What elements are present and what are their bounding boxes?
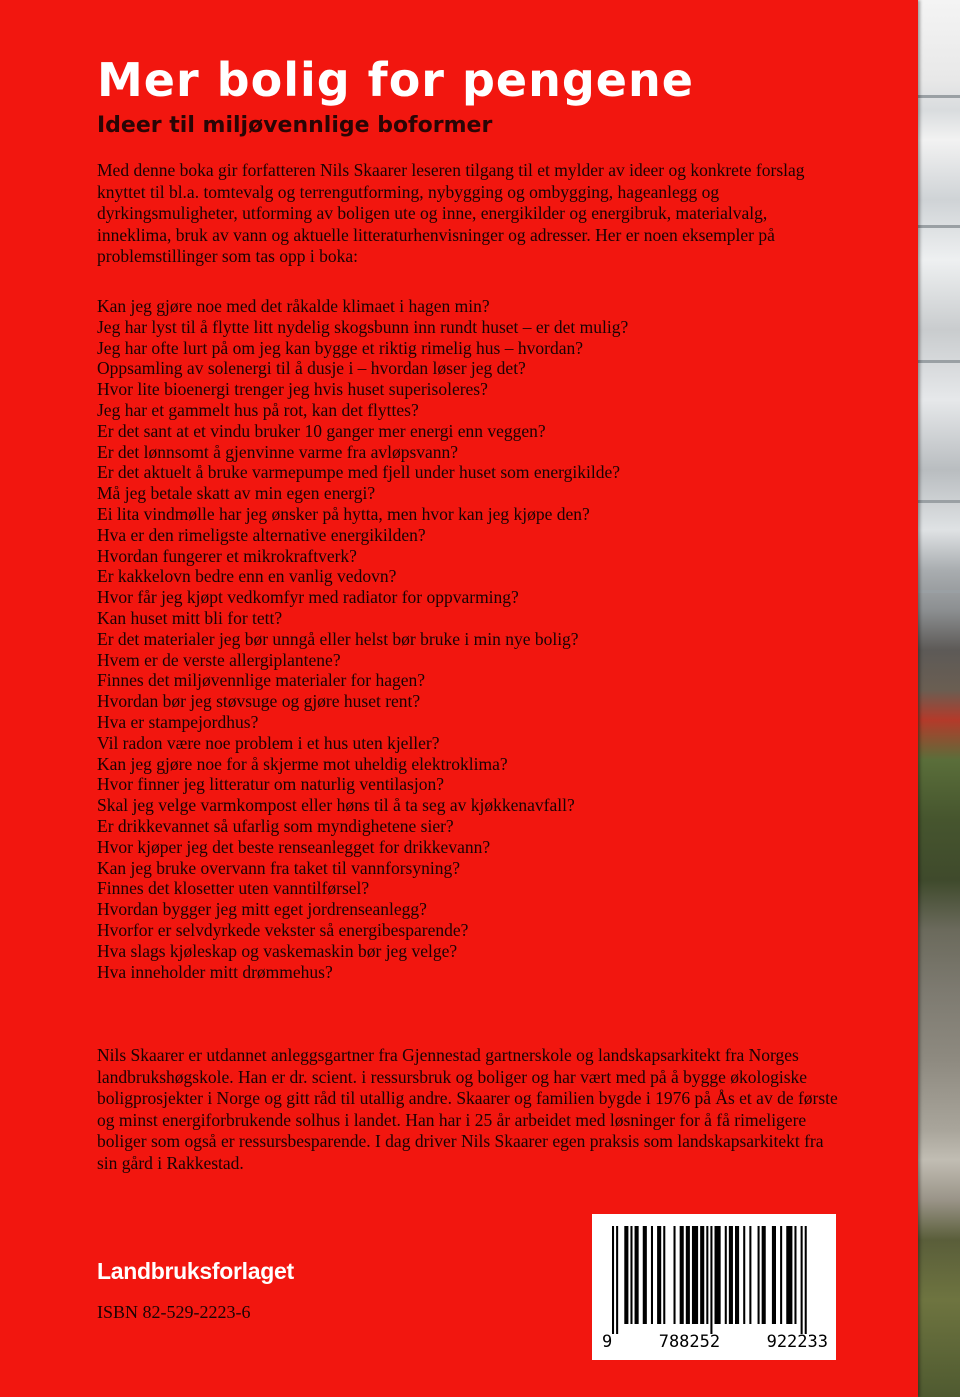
question-item: Er det sant at et vindu bruker 10 ganger mer energi enn veggen?	[97, 420, 546, 441]
barcode-bar	[794, 1226, 796, 1324]
question-item: Er drikkevannet så ufarlig som myndighetene sier?	[97, 815, 454, 836]
barcode-bar	[680, 1226, 684, 1324]
barcode-bar	[663, 1226, 665, 1324]
barcode-bar	[692, 1226, 698, 1324]
question-item: Hvordan bygger jeg mitt eget jordrenseanlegg?	[97, 899, 427, 920]
question-item: Er kakkelovn bedre enn en vanlig vedovn?	[97, 566, 397, 587]
question-item: Hva inneholder mitt drømmehus?	[97, 961, 333, 982]
greenhouse-frame	[916, 95, 960, 98]
barcode-bar	[801, 1226, 803, 1334]
question-item: Hvor kjøper jeg det beste renseanlegget for drikkevann?	[97, 836, 491, 857]
intro-paragraph: Med denne boka gir forfatteren Nils Skaarer leseren tilgang til et mylder av ideer og konkrete forslag knyttet til bl.a. tomtevalg og terrengutforming, nybygging og ombygging, hageanlegg og dyrkingsmuligheter, utforming av boligen ute og inne, energikilder og energibruk, materialvalg, inneklima, bruk av vann og aktuelle litteraturhenvisninger og adresser. Her er noen eksempler på problemstillinger som tas opp i boka:	[97, 160, 805, 266]
question-item: Hvor finner jeg litteratur om naturlig ventilasjon?	[97, 774, 444, 795]
question-item: Jeg har ofte lurt på om jeg kan bygge et riktig rimelig hus – hvordan?	[97, 337, 583, 358]
author-bio: Nils Skaarer er utdannet anleggsgartner fra Gjennestad gartnerskole og landskapsarkitekt fra Norges landbrukshøgskole. Han er dr. scient. i ressursbruk og boliger og har vært med på å bygge økologiske boligprosjekter i Norge og gitt råd til utallig andre. Skaarer og familien bygde i 1976 på Ås et av de første og minst energiforbrukende solhus i landet. Han har i 25 år arbeidet med løsninger for å få rimeligere boliger som også er ressursbesparende. I dag driver Nils Skaarer egen praksis som landskapsarkitekt fra sin gård i Rakkestad.	[97, 1045, 838, 1173]
isbn-number: ISBN 82-529-2223-6	[97, 1302, 251, 1322]
book-subtitle: Ideer til miljøvennlige boformer	[97, 113, 493, 138]
barcode-digit-group: 9	[602, 1332, 613, 1352]
barcode-bar	[758, 1226, 760, 1324]
question-item: Hvor får jeg kjøpt vedkomfyr med radiator for oppvarming?	[97, 587, 519, 608]
barcode-bar	[657, 1226, 661, 1324]
question-item: Oppsamling av solenergi til å dusje i – hvordan løser jeg det?	[97, 358, 526, 379]
barcode-bars	[606, 1226, 822, 1334]
barcode-bar	[735, 1226, 739, 1324]
question-item: Er det materialer jeg bør unngå eller helst bør bruke i min nye bolig?	[97, 628, 579, 649]
question-item: Hvorfor er selvdyrkede vekster så energibesparende?	[97, 919, 469, 940]
barcode-bar	[749, 1226, 751, 1324]
question-item: Må jeg betale skatt av min egen energi?	[97, 483, 376, 504]
barcode-bar	[700, 1226, 704, 1324]
question-item: Jeg har et gammelt hus på rot, kan det flyttes?	[97, 399, 419, 420]
barcode-bar	[725, 1226, 727, 1324]
barcode-bar	[643, 1226, 647, 1324]
barcode-bar	[624, 1226, 628, 1324]
barcode-bar	[674, 1226, 676, 1324]
barcode-digit-group: 788252	[658, 1332, 721, 1352]
question-item: Vil radon være noe problem i et hus uten kjeller?	[97, 732, 440, 753]
book-title: Mer bolig for pengene	[97, 53, 694, 107]
barcode-bar	[710, 1226, 712, 1334]
question-item: Hvordan bør jeg støvsuge og gjøre huset rent?	[97, 691, 421, 712]
question-item: Hvor lite bioenergi trenger jeg hvis huset superisoleres?	[97, 379, 488, 400]
question-item: Ei lita vindmølle har jeg ønsker på hytta, men hvor kan jeg kjøpe den?	[97, 503, 590, 524]
barcode-bar	[762, 1226, 766, 1324]
question-item: Hva er stampejordhus?	[97, 711, 259, 732]
barcode-bar	[616, 1226, 618, 1334]
question-item: Hva er den rimeligste alternative energikilden?	[97, 524, 426, 545]
question-item: Er det lønnsomt å gjenvinne varme fra avløpsvann?	[97, 441, 459, 462]
barcode-digit-group: 922233	[766, 1332, 828, 1352]
barcode-bar	[743, 1226, 745, 1324]
question-item: Jeg har lyst til å flytte litt nydelig skogsbunn inn rundt huset – er det mulig?	[97, 316, 629, 337]
greenhouse-frame	[916, 225, 960, 228]
question-item: Kan jeg gjøre noe med det råkalde klimaet i hagen min?	[97, 296, 490, 316]
question-item: Kan jeg bruke overvann fra taket til vannforsyning?	[97, 857, 460, 878]
barcode-bar	[635, 1226, 639, 1324]
greenhouse-frame	[916, 500, 960, 503]
background-photo-strip	[916, 0, 960, 1397]
barcode-bar	[786, 1226, 792, 1324]
question-item: Er det aktuelt å bruke varmepumpe med fjell under huset som energikilde?	[97, 462, 621, 483]
barcode-digits	[602, 1332, 828, 1352]
barcode-bar	[651, 1226, 653, 1324]
barcode-bar	[780, 1226, 782, 1324]
publisher-name: Landbruksforlaget	[97, 1258, 294, 1284]
barcode	[592, 1214, 836, 1360]
barcode-bar	[630, 1226, 632, 1324]
greenhouse-frame	[916, 590, 960, 593]
barcode-bar	[686, 1226, 690, 1324]
question-item: Skal jeg velge varmkompost eller høns til å ta seg av kjøkkenavfall?	[97, 795, 575, 816]
question-item: Kan jeg gjøre noe for å skjerme mot uheldig elektroklima?	[97, 753, 508, 774]
question-item: Finnes det miljøvennlige materialer for hagen?	[97, 670, 426, 691]
question-item: Finnes det klosetter uten vanntilførsel?	[97, 878, 370, 899]
greenhouse-frame	[916, 360, 960, 363]
barcode-bar	[612, 1226, 614, 1334]
question-item: Kan huset mitt bli for tett?	[97, 607, 283, 628]
barcode-bar	[729, 1226, 733, 1324]
question-list	[97, 296, 857, 982]
question-item: Hva slags kjøleskap og vaskemaskin bør jeg velge?	[97, 940, 458, 961]
barcode-bar	[715, 1226, 721, 1324]
barcode-bar	[772, 1226, 776, 1324]
barcode-bar	[805, 1226, 807, 1334]
question-item: Hvem er de verste allergiplantene?	[97, 649, 341, 670]
question-item: Hvordan fungerer et mikrokraftverk?	[97, 545, 357, 566]
barcode-bar	[706, 1226, 708, 1324]
